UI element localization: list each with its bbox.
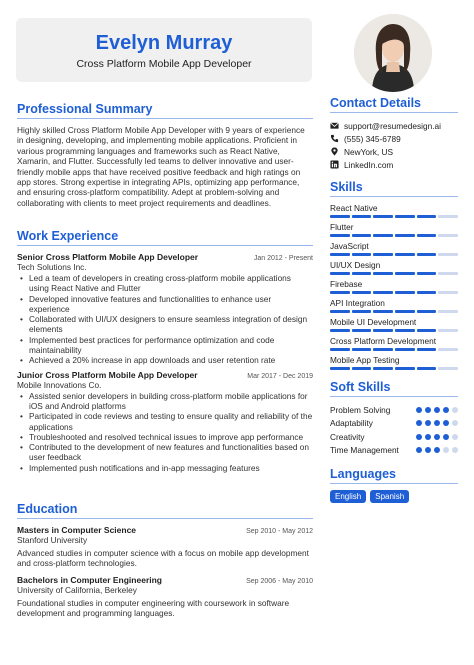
job-entry bbox=[17, 252, 313, 366]
language-tags bbox=[330, 490, 458, 503]
job-dates: Jan 2012 - Present bbox=[253, 255, 313, 262]
right-column bbox=[330, 96, 458, 503]
skill-level-segment bbox=[330, 329, 350, 332]
school-name: Stanford University bbox=[17, 535, 88, 545]
skill-level-segment bbox=[438, 253, 458, 256]
rating-dot bbox=[434, 407, 440, 413]
skill-level-segment bbox=[438, 329, 458, 332]
skill-level-segment bbox=[373, 253, 393, 256]
skill-level-segment bbox=[438, 291, 458, 294]
list-item: • Contributed to the development of new features and functionalities based on user feedback bbox=[17, 442, 313, 463]
skill-level-segment bbox=[330, 348, 350, 351]
skill-item bbox=[330, 279, 458, 294]
language-tag: Spanish bbox=[370, 490, 409, 503]
skills-heading: Skills bbox=[330, 180, 458, 197]
location-text: NewYork, US bbox=[344, 146, 394, 157]
soft-skill-rating bbox=[416, 420, 458, 426]
soft-skill-rating bbox=[416, 447, 458, 453]
soft-skill-name: Time Management bbox=[330, 445, 399, 456]
skill-level-segment bbox=[438, 310, 458, 313]
job-company: Mobile Innovations Co. bbox=[17, 379, 102, 390]
soft-skill-name: Problem Solving bbox=[330, 404, 391, 415]
email-text: support@resumedesign.ai bbox=[344, 120, 441, 131]
skill-item bbox=[330, 260, 458, 275]
skill-level-segment bbox=[373, 272, 393, 275]
contact-email[interactable] bbox=[330, 119, 458, 132]
skill-name: Firebase bbox=[330, 279, 363, 289]
skill-level-segment bbox=[395, 367, 415, 370]
contact-phone[interactable] bbox=[330, 132, 458, 145]
skill-name: JavaScript bbox=[330, 241, 369, 251]
soft-skill-item bbox=[330, 417, 458, 431]
education-description: Foundational studies in computer engineering with coursework in software development and programming languages. bbox=[17, 597, 290, 619]
skill-level-segment bbox=[352, 234, 372, 237]
skill-level-bar bbox=[330, 329, 458, 332]
rating-dot bbox=[443, 434, 449, 440]
skill-level-bar bbox=[330, 234, 458, 237]
mail-icon bbox=[330, 121, 339, 130]
skill-level-segment bbox=[395, 310, 415, 313]
skill-level-segment bbox=[330, 291, 350, 294]
list-item: • Developed innovative features and functionalities to enhance user experience bbox=[17, 294, 313, 315]
degree-title: Masters in Computer Science bbox=[17, 525, 137, 535]
experience-section bbox=[17, 229, 313, 502]
skill-level-segment bbox=[417, 367, 437, 370]
skill-level-segment bbox=[395, 291, 415, 294]
skills-list bbox=[330, 203, 458, 370]
rating-dot bbox=[443, 407, 449, 413]
skill-level-segment bbox=[352, 348, 372, 351]
rating-dot bbox=[452, 447, 458, 453]
rating-dot bbox=[452, 420, 458, 426]
name-header bbox=[16, 18, 312, 82]
skill-level-segment bbox=[438, 367, 458, 370]
skill-item bbox=[330, 222, 458, 237]
list-item: • Led a team of developers in creating cross-platform mobile applications using React Native and Flutter bbox=[17, 273, 313, 294]
skill-level-segment bbox=[352, 215, 372, 218]
rating-dot bbox=[416, 407, 422, 413]
rating-dot bbox=[425, 407, 431, 413]
skill-level-segment bbox=[330, 310, 350, 313]
skill-level-bar bbox=[330, 215, 458, 218]
list-item: • Achieved a 20% increase in app downloads and user retention rate bbox=[17, 355, 313, 365]
phone-icon bbox=[330, 134, 339, 143]
education-entry bbox=[17, 575, 313, 619]
summary-section bbox=[17, 102, 313, 229]
education-dates: Sep 2010 - May 2012 bbox=[246, 528, 313, 535]
soft-skill-rating bbox=[416, 434, 458, 440]
rating-dot bbox=[425, 420, 431, 426]
job-entry bbox=[17, 370, 313, 473]
language-tag: English bbox=[330, 490, 366, 503]
summary-text: Highly skilled Cross Platform Mobile App Developer with 9 years of experience in designing, developing, and implementing mobile applications. Proficient in various programming languages and frameworks such as React Native, Xamarin, and Flutter. Successfully led teams to deliver innovative and user-friendly mobile apps that have received positive feedback and high ratings on app stores. Strong expertise in integrating APIs, optimizing app performance, and ensuring cross-platform compatibility. Adept at problem-solving and collaborating with clients to meet project requirements and deadlines. bbox=[17, 125, 305, 208]
skill-name: UI/UX Design bbox=[330, 260, 381, 270]
rating-dot bbox=[443, 420, 449, 426]
skill-level-segment bbox=[438, 234, 458, 237]
skill-level-segment bbox=[395, 329, 415, 332]
skill-level-segment bbox=[438, 348, 458, 351]
soft-skills-heading: Soft Skills bbox=[330, 380, 458, 397]
skill-level-segment bbox=[395, 272, 415, 275]
skill-level-segment bbox=[330, 215, 350, 218]
candidate-title: Cross Platform Mobile App Developer bbox=[76, 58, 252, 70]
degree-title: Bachelors in Computer Engineering bbox=[17, 574, 162, 585]
skill-item bbox=[330, 298, 458, 313]
skill-level-segment bbox=[373, 329, 393, 332]
rating-dot bbox=[416, 447, 422, 453]
skill-level-segment bbox=[373, 234, 393, 237]
contact-section bbox=[330, 96, 458, 171]
summary-heading: Professional Summary bbox=[17, 102, 313, 119]
skill-item bbox=[330, 203, 458, 218]
education-description: Advanced studies in computer science with a focus on mobile app development and cross-platform technologies. bbox=[17, 548, 309, 569]
rating-dot bbox=[434, 420, 440, 426]
soft-skill-name: Creativity bbox=[330, 431, 365, 442]
skill-level-segment bbox=[417, 329, 437, 332]
soft-skill-item bbox=[330, 403, 458, 417]
rating-dot bbox=[434, 447, 440, 453]
phone-text: (555) 345-6789 bbox=[344, 133, 401, 144]
skill-name: Cross Platform Development bbox=[330, 336, 437, 346]
skill-level-segment bbox=[395, 215, 415, 218]
rating-dot bbox=[443, 447, 449, 453]
skill-level-segment bbox=[395, 348, 415, 351]
skill-level-segment bbox=[395, 253, 415, 256]
education-dates: Sep 2006 - May 2010 bbox=[246, 577, 313, 585]
skill-level-segment bbox=[352, 291, 372, 294]
skill-name: Mobile UI Development bbox=[330, 317, 417, 327]
linkedin-icon bbox=[330, 160, 339, 169]
rating-dot bbox=[452, 407, 458, 413]
list-item: • Implemented push notifications and in-app messaging features bbox=[17, 463, 313, 473]
rating-dot bbox=[416, 420, 422, 426]
skill-item bbox=[330, 336, 458, 351]
skill-level-segment bbox=[373, 310, 393, 313]
skill-level-segment bbox=[352, 310, 372, 313]
experience-heading: Work Experience bbox=[17, 229, 313, 246]
skill-level-bar bbox=[330, 348, 458, 351]
languages-heading: Languages bbox=[330, 467, 458, 484]
job-bullets bbox=[17, 391, 313, 473]
skill-level-segment bbox=[330, 272, 350, 275]
skill-level-segment bbox=[417, 291, 437, 294]
skill-level-segment bbox=[438, 272, 458, 275]
soft-skill-item bbox=[330, 430, 458, 444]
job-title: Senior Cross Platform Mobile App Developer bbox=[17, 252, 199, 262]
rating-dot bbox=[434, 434, 440, 440]
job-title: Junior Cross Platform Mobile App Developer bbox=[17, 369, 198, 380]
skill-item bbox=[330, 355, 458, 370]
list-item: • Assisted senior developers in building cross-platform mobile applications for iOS and Android platforms bbox=[17, 391, 313, 412]
skill-name: Mobile App Testing bbox=[330, 355, 400, 365]
soft-skill-item bbox=[330, 444, 458, 458]
education-heading: Education bbox=[17, 502, 313, 519]
skill-level-segment bbox=[417, 348, 437, 351]
skill-level-segment bbox=[373, 215, 393, 218]
skill-level-segment bbox=[417, 234, 437, 237]
list-item: • Collaborated with UI/UX designers to ensure seamless integration of design elements bbox=[17, 314, 313, 335]
skill-level-segment bbox=[352, 329, 372, 332]
skill-name: API Integration bbox=[330, 298, 385, 308]
job-dates: Mar 2017 - Dec 2019 bbox=[247, 372, 313, 380]
skill-level-bar bbox=[330, 253, 458, 256]
skill-level-segment bbox=[395, 234, 415, 237]
rating-dot bbox=[425, 434, 431, 440]
candidate-name: Evelyn Murray bbox=[95, 32, 233, 54]
skill-item bbox=[330, 317, 458, 332]
skill-level-segment bbox=[352, 272, 372, 275]
rating-dot bbox=[452, 434, 458, 440]
map-pin-icon bbox=[330, 147, 339, 156]
contact-linkedin[interactable] bbox=[330, 158, 458, 171]
job-bullets bbox=[17, 273, 313, 366]
contact-heading: Contact Details bbox=[330, 96, 458, 113]
contact-location bbox=[330, 145, 458, 158]
skills-section bbox=[330, 180, 458, 370]
skill-level-segment bbox=[352, 367, 372, 370]
list-item: • Participated in code reviews and testing to ensure quality and reliability of the applications bbox=[17, 411, 313, 432]
left-column bbox=[17, 102, 313, 619]
skill-level-segment bbox=[438, 215, 458, 218]
education-entry bbox=[17, 525, 313, 569]
soft-skills-section bbox=[330, 380, 458, 457]
skill-level-bar bbox=[330, 310, 458, 313]
skill-level-segment bbox=[330, 253, 350, 256]
skill-item bbox=[330, 241, 458, 256]
rating-dot bbox=[416, 434, 422, 440]
soft-skills-list bbox=[330, 403, 458, 457]
skill-name: React Native bbox=[330, 203, 378, 213]
skill-level-segment bbox=[417, 310, 437, 313]
job-company: Tech Solutions Inc. bbox=[17, 262, 87, 272]
skill-level-segment bbox=[330, 234, 350, 237]
skill-level-bar bbox=[330, 272, 458, 275]
profile-photo bbox=[354, 14, 432, 92]
list-item: • Troubleshooted and resolved technical issues to improve app performance bbox=[17, 432, 313, 442]
education-section bbox=[17, 502, 313, 619]
languages-section bbox=[330, 467, 458, 503]
rating-dot bbox=[425, 447, 431, 453]
skill-level-bar bbox=[330, 291, 458, 294]
skill-name: Flutter bbox=[330, 222, 354, 232]
soft-skill-name: Adaptability bbox=[330, 418, 373, 429]
skill-level-segment bbox=[352, 253, 372, 256]
list-item: • Implemented best practices for performance optimization and code maintainability bbox=[17, 335, 313, 356]
skill-level-bar bbox=[330, 367, 458, 370]
skill-level-segment bbox=[417, 253, 437, 256]
linkedin-text: LinkedIn.com bbox=[344, 159, 394, 170]
skill-level-segment bbox=[373, 348, 393, 351]
skill-level-segment bbox=[417, 272, 437, 275]
skill-level-segment bbox=[417, 215, 437, 218]
skill-level-segment bbox=[330, 367, 350, 370]
school-name: University of California, Berkeley bbox=[17, 584, 137, 595]
soft-skill-rating bbox=[416, 407, 458, 413]
skill-level-segment bbox=[373, 367, 393, 370]
skill-level-segment bbox=[373, 291, 393, 294]
